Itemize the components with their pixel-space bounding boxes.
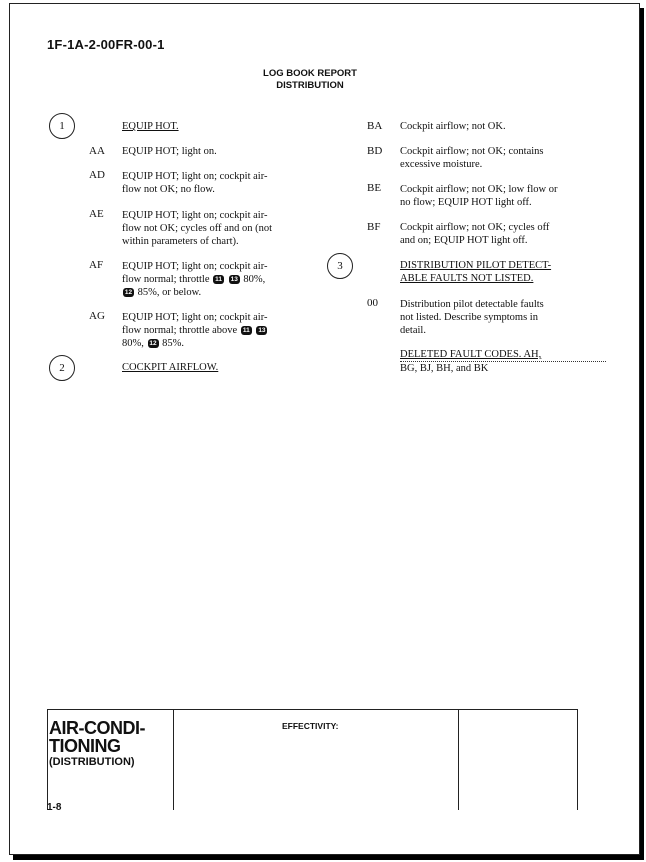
document-number: 1F-1A-2-00FR-00-1 <box>47 37 165 52</box>
fault-text-ag <box>122 311 300 350</box>
fault-text-ag-line: EQUIP HOT; light on; cockpit air- <box>122 312 268 323</box>
effectivity-label: EFFECTIVITY: <box>282 721 339 731</box>
fault-text-ba: Cockpit airflow; not OK. <box>400 121 506 132</box>
fault-text-ag-part: flow normal; throttle above <box>122 325 238 336</box>
fault-text-af-part: 85%, or below. <box>137 287 202 298</box>
callout-13-badge: 13 <box>258 327 266 335</box>
fault-code-ba: BA <box>367 120 383 132</box>
report-subtitle: DISTRIBUTION <box>276 80 344 91</box>
footer-system-title <box>49 719 145 755</box>
fault-text-00-line: detail. <box>400 325 426 336</box>
fault-text-ag-part: 80%, <box>122 338 144 349</box>
footer-divider <box>577 710 578 810</box>
section-3-number: 3 <box>327 253 353 279</box>
fault-text-bd-line: excessive moisture. <box>400 159 483 170</box>
callout-13-badge: 13 <box>230 276 238 284</box>
fault-code-ad: AD <box>89 169 105 181</box>
deleted-fault-codes <box>400 348 606 375</box>
section-3-heading <box>400 259 578 285</box>
fault-text-00-line: Distribution pilot detectable faults <box>400 299 544 310</box>
callout-11-badge: 11 <box>241 326 252 335</box>
fault-text-af-part: flow normal; throttle <box>122 274 210 285</box>
callout-12-badge: 12 <box>149 340 157 348</box>
fault-text-ag-line <box>122 324 300 337</box>
fault-code-bd: BD <box>367 145 383 157</box>
deleted-fault-codes-line: BG, BJ, BH, and BK <box>400 363 489 374</box>
section-3-heading-line: ABLE FAULTS NOT LISTED. <box>400 273 534 284</box>
footer-block <box>47 709 578 813</box>
fault-code-ae: AE <box>89 208 104 220</box>
fault-text-af-line <box>122 286 300 299</box>
callout-12-badge: 12 <box>124 289 133 297</box>
fault-text-aa: EQUIP HOT; light on. <box>122 146 217 157</box>
section-2-heading: COCKPIT AIRFLOW. <box>122 362 219 373</box>
section-3-heading-line: DISTRIBUTION PILOT DETECT- <box>400 260 552 271</box>
fault-text-bf <box>400 221 578 247</box>
fault-text-bf-line: and on; EQUIP HOT light off. <box>400 235 528 246</box>
fault-text-ad-line: EQUIP HOT; light on; cockpit air- <box>122 171 268 182</box>
fault-code-ag: AG <box>89 310 105 322</box>
fault-code-bf: BF <box>367 221 381 233</box>
fault-text-bd <box>400 145 578 171</box>
footer-divider <box>458 710 459 810</box>
report-title: LOG BOOK REPORT <box>263 68 357 79</box>
fault-text-ae-line: flow not OK; cycles off and on (not <box>122 223 272 234</box>
section-1-heading: EQUIP HOT. <box>122 121 179 132</box>
fault-text-be-line: Cockpit airflow; not OK; low flow or <box>400 184 558 195</box>
page-number: 1-8 <box>47 802 62 813</box>
footer-divider <box>173 710 174 810</box>
fault-text-ad-line: flow not OK; no flow. <box>122 184 215 195</box>
fault-code-be: BE <box>367 182 382 194</box>
fault-text-ad <box>122 170 300 196</box>
fault-code-00: 00 <box>367 297 378 309</box>
fault-text-bf-line: Cockpit airflow; not OK; cycles off <box>400 222 550 233</box>
fault-text-af-part: 80%, <box>243 274 266 285</box>
fault-text-af-line: EQUIP HOT; light on; cockpit air- <box>122 261 268 272</box>
fault-text-ae <box>122 209 300 248</box>
fault-code-aa: AA <box>89 145 105 157</box>
fault-text-be <box>400 183 578 209</box>
footer-title-line: AIR-CONDI- <box>49 718 145 738</box>
fault-code-af: AF <box>89 259 104 271</box>
fault-text-ag-line <box>122 337 300 350</box>
fault-text-ae-line: within parameters of chart). <box>122 236 239 247</box>
deleted-fault-codes-line: DELETED FAULT CODES. AH, <box>400 348 606 362</box>
footer-divider <box>47 710 48 810</box>
fault-text-00 <box>400 298 578 337</box>
fault-text-00-line: not listed. Describe symptoms in <box>400 312 538 323</box>
fault-text-af-line <box>122 273 300 286</box>
fault-text-be-line: no flow; EQUIP HOT light off. <box>400 197 532 208</box>
fault-text-ag-part: 85%. <box>162 338 184 349</box>
callout-11-badge: 11 <box>213 275 224 284</box>
footer-subtitle: (DISTRIBUTION) <box>49 756 135 768</box>
fault-text-bd-line: Cockpit airflow; not OK; contains <box>400 146 544 157</box>
section-1-number: 1 <box>49 113 75 139</box>
fault-text-ae-line: EQUIP HOT; light on; cockpit air- <box>122 210 268 221</box>
footer-title-line: TIONING <box>49 736 121 756</box>
section-2-number: 2 <box>49 355 75 381</box>
fault-text-af <box>122 260 300 299</box>
